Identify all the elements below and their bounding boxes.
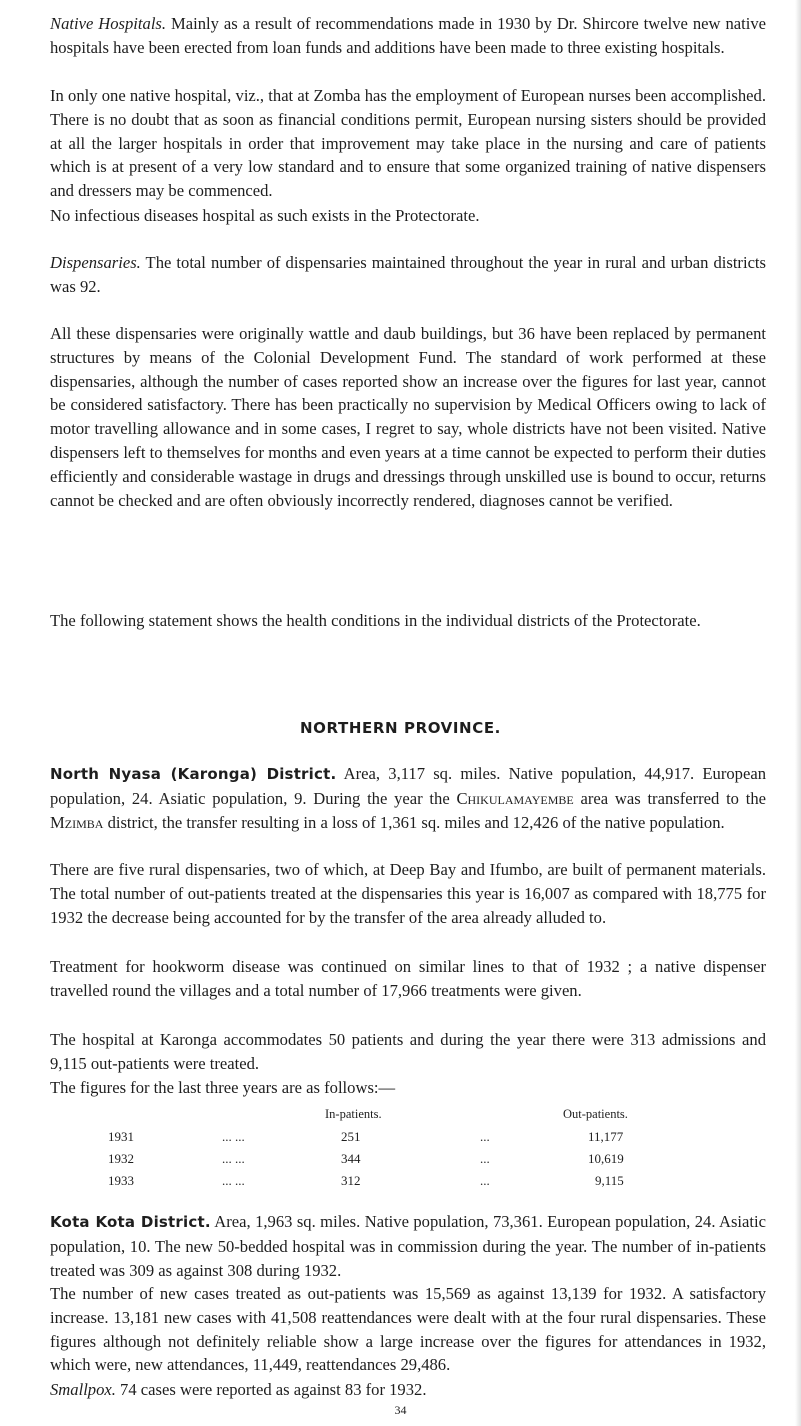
paragraph-smallpox: Smallpox. 74 cases were reported as against 83 for 1932.	[50, 1380, 427, 1399]
table-cell-out: 11,177	[588, 1129, 624, 1144]
paragraph-rural-dispensaries: There are five rural dispensaries, two of which, at Deep Bay and Ifumbo, are built of permanent materials. The total number of out-patients treated at the dispensaries this year is 16,007 as compared with 18,775 for 1932 the decrease being accounted for by the transfer of the area already alluded to.	[50, 860, 766, 927]
table-cell-out: 10,619	[588, 1151, 624, 1166]
section-heading-native-hospitals: Native Hospitals.	[50, 14, 167, 33]
paragraph-hookworm: Treatment for hookworm disease was continued on similar lines to that of 1932 ; a native dispenser travelled round the villages and a total number of 17,966 treatments were given.	[50, 957, 766, 1000]
district-heading-kota-kota: Kota Kota District.	[50, 1213, 211, 1231]
heading-northern-province: NORTHERN PROVINCE.	[300, 719, 501, 737]
paragraph-north-nyasa: North Nyasa (Karonga) District. Area, 3,117 sq. miles. Native population, 44,917. European population, 24. Asiatic population, 9. During the year the Chikulamayembe area was transferred to the Mzimba district, the transfer resulting in a loss of 1,361 sq. miles and 12,426 of the native population.	[50, 764, 767, 832]
table-row-year: 1931	[108, 1129, 134, 1144]
paragraph-karonga-hospital: The hospital at Karonga accommodates 50 patients and during the year there were 313 admissions and 9,115 out-patients were treated.	[50, 1030, 766, 1073]
paragraph-native-hospitals: Native Hospitals. Mainly as a result of recommendations made in 1930 by Dr. Shircore twelve new native hospitals have been erected from loan funds and additions have been made to three existing hospitals.	[50, 14, 766, 57]
column-header-out-patients: Out-patients.	[563, 1107, 628, 1121]
column-header-in-patients: In-patients.	[325, 1107, 382, 1121]
table-cell-out: 9,115	[595, 1173, 624, 1188]
paragraph-following-statement: The following statement shows the health conditions in the individual districts of the Protectorate.	[50, 611, 701, 630]
paragraph-dispensary-buildings: All these dispensaries were originally wattle and daub buildings, but 36 have been replaced by permanent structures by means of the Colonial Development Fund. The standard of work performed at these dispensaries, although the number of cases reported show an increase over the figures for last year, cannot be considered satisfactory. There has been practically no supervision by Medical Officers owing to lack of motor travelling allowance and in some cases, I regret to say, whole districts have not been visited. Native dispensers left to themselves for months and even years at a time cannot be expected to perform their duties efficiently and considerable wastage in drugs and dressings through unskilled use is bound to occur, returns cannot be checked and are often obviously incorrectly rendered, diagnoses cannot be verified.	[50, 324, 766, 510]
table-cell-in: 251	[341, 1129, 361, 1144]
paragraph-dispensaries: Dispensaries. The total number of dispensaries maintained throughout the year in rural and urban districts was 92.	[50, 253, 766, 296]
page-edge-shadow	[795, 0, 801, 1426]
paragraph-figures-intro: The figures for the last three years are as follows:—	[50, 1078, 396, 1097]
section-heading-dispensaries: Dispensaries.	[50, 253, 141, 272]
district-heading-north-nyasa: North Nyasa (Karonga) District.	[50, 765, 337, 783]
paragraph-new-cases: The number of new cases treated as out-patients was 15,569 as against 13,139 for 1932. A satisfactory increase. 13,181 new cases with 41,508 reattendances were dealt with at the four rural dispensaries. These figures although not definitely reliable show a large increase over the figures for attendances in 1932, which were, new attendances, 11,449, reattendances 29,486.	[50, 1284, 766, 1375]
page-number: 34	[394, 1403, 407, 1417]
table-row-year: 1932	[108, 1151, 134, 1166]
paragraph-infectious-diseases: No infectious diseases hospital as such exists in the Protectorate.	[50, 206, 480, 225]
figures-table: In-patients. Out-patients. 1931 ... ... 251 ... 11,177 1932 ... ... 344 ... 10,619 1933 ... ... 312 ... 9,115	[108, 1107, 628, 1188]
paragraph-european-nurses: In only one native hospital, viz., that at Zomba has the employment of European nurses been accomplished. There is no doubt that as soon as financial conditions permit, European nursing sisters should be provided at all the larger hospitals in order that improvement may take place in the nursing and care of patients which is at present of a very low standard and to ensure that some organized training of native dispensers and dressers may be commenced.	[50, 86, 766, 201]
table-cell-in: 312	[341, 1173, 361, 1188]
table-row-year: 1933	[108, 1173, 134, 1188]
section-heading-smallpox: Smallpox.	[50, 1380, 116, 1399]
table-cell-in: 344	[341, 1151, 361, 1166]
paragraph-kota-kota: Kota Kota District. Area, 1,963 sq. miles. Native population, 73,361. European population, 24. Asiatic population, 10. The new 50-bedded hospital was in commission during the year. The number of in-patients treated was 309 as against 308 during 1932.	[50, 1212, 766, 1280]
